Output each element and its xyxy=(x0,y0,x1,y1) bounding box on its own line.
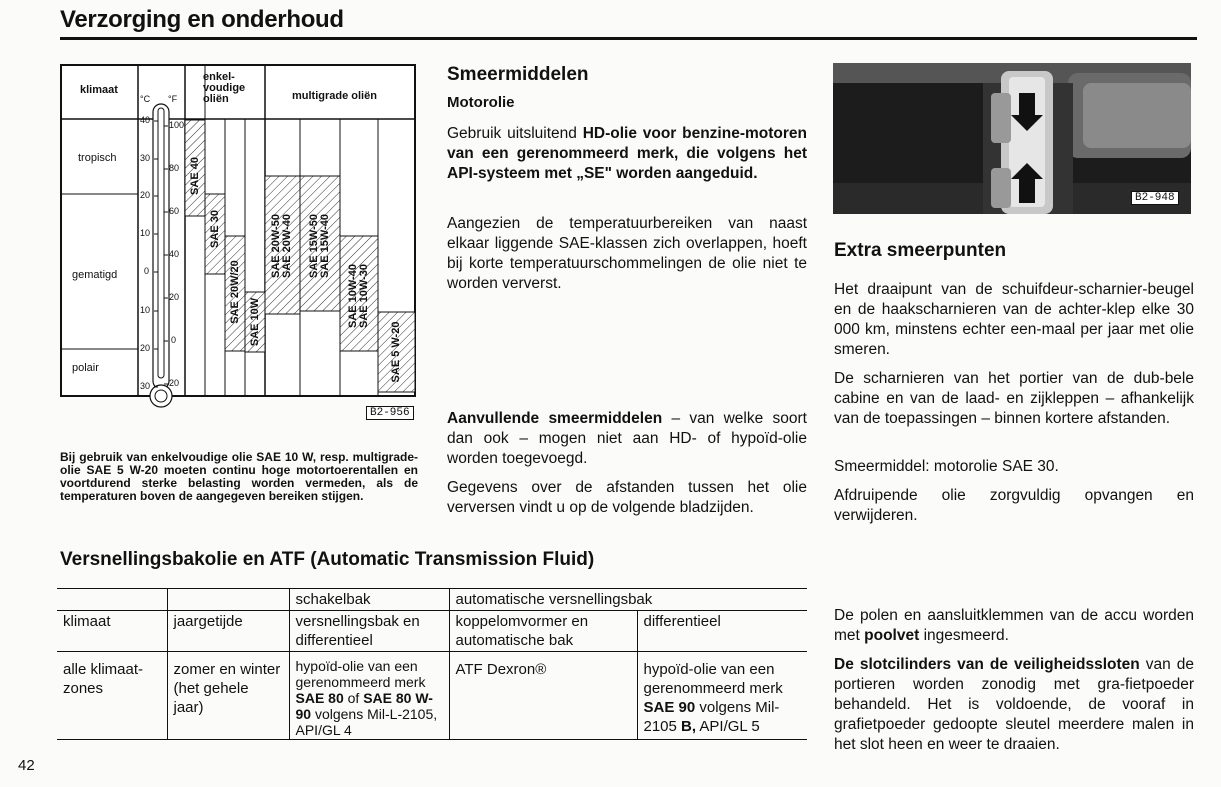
paragraph-extra-1: Het draaipunt van de schuifdeur-scharnier-beugel en de haakscharnieren van de achter-klep elke 30 000 km, minstens echter een-maal per jaar met olie smeren. xyxy=(834,281,1194,358)
paragraph-slotcilinders xyxy=(834,655,1194,755)
col-fahrenheit: °F xyxy=(168,94,178,104)
text: API/GL 5 xyxy=(696,718,760,735)
bar-label-sae10w: SAE 10W xyxy=(249,297,261,347)
cell-koppelomvormer: ATF Dexron® xyxy=(449,652,637,740)
bar-label-sae15w50: SAE 15W-50 SAE 15W-40 xyxy=(308,214,331,278)
c-tick: 10 xyxy=(140,305,151,315)
text-bold: SAE 80 xyxy=(295,690,344,706)
cell-klimaat: alle klimaat-zones xyxy=(57,652,167,740)
col-enkelvoudig: enkel- voudige oliën xyxy=(203,71,246,105)
text-bold: De slotcilinders van de veiligheidssloten xyxy=(834,656,1140,673)
header-koppelomvormer: koppelomvormer en automatische bak xyxy=(449,611,637,652)
c-tick: 20 xyxy=(140,343,151,353)
header-schakelbak: schakelbak xyxy=(289,589,449,611)
f-tick: 80 xyxy=(169,163,180,173)
text-bold: HD-olie voor benzine-motoren van een gerenommeerd merk, die volgens het API-systeem met „SE" worden aangeduid. xyxy=(447,125,807,182)
section-title-atf: Versnellingsbakolie en ATF (Automatic Transmission Fluid) xyxy=(60,549,595,570)
text: ingesmeerd. xyxy=(919,627,1009,644)
atf-table xyxy=(57,588,807,740)
cell-versnellingsbak xyxy=(289,652,449,740)
header-versnellingsbak: versnellingsbak en differentieel xyxy=(289,611,449,652)
text-bold: poolvet xyxy=(864,627,920,644)
figure-tag: B2-956 xyxy=(366,406,414,420)
paragraph-aanvullend xyxy=(447,409,807,469)
paragraph-extra-2: De scharnieren van het portier van de dub-bele cabine en van de laad- en zijkleppen – afhankelijk van de toepassingen – binnen kortere afstanden. xyxy=(834,370,1194,427)
f-tick: 0 xyxy=(171,335,177,345)
zone-polair: polair xyxy=(72,362,99,374)
text: van de portieren worden zonodig met gra-fietpoeder behandeld. Het is voldoende, de vooraf in grafietpoeder gedoopte sleutel meerdere malen in het slot heen en weer te draaien. xyxy=(834,656,1194,753)
text-bold: SAE 80 W-90 xyxy=(295,690,433,722)
paragraph-overlap: Aangezien de temperatuurbereiken van naast elkaar liggende SAE-klassen zich overlappen, hoeft bij korte temperatuurschommelingen de olie niet te worden ververst. xyxy=(447,215,807,292)
section-title-extra: Extra smeerpunten xyxy=(834,240,1007,261)
text: hypoïd-olie van een gerenommeerd merk xyxy=(295,658,426,690)
subtitle-motorolie: Motorolie xyxy=(447,94,515,111)
text: of xyxy=(343,690,364,706)
title-rule xyxy=(60,37,1197,40)
text: volgens Mil-2105 xyxy=(643,699,780,735)
paragraph-extra-4: Afdruipende olie zorgvuldig opvangen en verwijderen. xyxy=(834,487,1194,524)
bar-label-sae40: SAE 40 xyxy=(189,157,201,195)
text: volgens Mil-L-2105, API/GL 4 xyxy=(295,706,438,738)
paragraph-extra-3: Smeermiddel: motorolie SAE 30. xyxy=(834,458,1059,475)
header-klimaat: klimaat xyxy=(57,611,167,652)
bar-label-sae20w20: SAE 20W/20 xyxy=(229,260,241,324)
header-jaargetijde: jaargetijde xyxy=(167,611,289,652)
zone-tropisch: tropisch xyxy=(78,152,117,164)
paragraph-accu xyxy=(834,606,1194,646)
bar-label-sae20w50: SAE 20W-50 SAE 20W-40 xyxy=(270,214,293,278)
photo-tag: B2-948 xyxy=(1131,191,1179,205)
f-tick: 20 xyxy=(169,292,180,302)
col-multigrade: multigrade oliën xyxy=(292,90,377,102)
bar-label-sae30: SAE 30 xyxy=(209,210,221,248)
c-tick: 20 xyxy=(140,190,151,200)
bar-label-sae10w40: SAE 10W-40 SAE 10W-30 xyxy=(347,264,370,328)
header-automatisch: automatische versnellingsbak xyxy=(455,591,653,608)
page-number: 42 xyxy=(18,757,35,774)
col-celsius: °C xyxy=(140,94,151,104)
text: De polen en aansluitklemmen van de accu worden met xyxy=(834,607,1194,644)
c-tick: 10 xyxy=(140,228,151,238)
col-klimaat: klimaat xyxy=(80,84,118,96)
text: – van welke soort dan ook – mogen niet aan HD- of hypoïd-olie worden toegevoegd. xyxy=(447,410,807,467)
bar-label-sae5w20: SAE 5 W-20 xyxy=(390,321,402,383)
chart-caption: Bij gebruik van enkelvoudige olie SAE 10 W, resp. multigrade-olie SAE 5 W-20 moeten continu hoge motortoerentallen en voortdurend sterke belasting worden vermeden, als de temperaturen boven de aangegeven bereiken stijgen. xyxy=(60,450,418,503)
oil-temperature-chart xyxy=(60,64,416,424)
paragraph-verversen: Gegevens over de afstanden tussen het olie verversen vindt u op de volgende bladzijden. xyxy=(447,479,807,516)
paragraph-motorolie xyxy=(447,124,807,184)
c-tick: 0 xyxy=(144,266,150,276)
zone-gematigd: gematigd xyxy=(72,269,118,281)
text-bold: SAE 90 xyxy=(643,699,696,716)
c-tick: 40 xyxy=(140,115,151,125)
section-title-smeermiddelen: Smeermiddelen xyxy=(447,64,589,85)
cell-differentieel xyxy=(637,652,807,740)
cell-jaargetijde: zomer en winter (het gehele jaar) xyxy=(167,652,289,740)
text: hypoïd-olie van een gerenommeerd merk xyxy=(643,661,783,697)
header-differentieel: differentieel xyxy=(643,613,721,630)
f-tick: 60 xyxy=(169,206,180,216)
page-title: Verzorging en onderhoud xyxy=(60,6,344,33)
text: Gebruik uitsluitend xyxy=(447,125,583,142)
hinge-photo xyxy=(833,63,1191,214)
f-tick: 100 xyxy=(169,120,185,130)
text-bold: B, xyxy=(681,718,697,735)
c-tick: 30 xyxy=(140,153,151,163)
f-tick: 20 xyxy=(169,378,180,388)
c-tick: 30 xyxy=(140,381,151,391)
text-bold: Aanvullende smeermiddelen xyxy=(447,410,663,427)
f-tick: 40 xyxy=(169,249,180,259)
